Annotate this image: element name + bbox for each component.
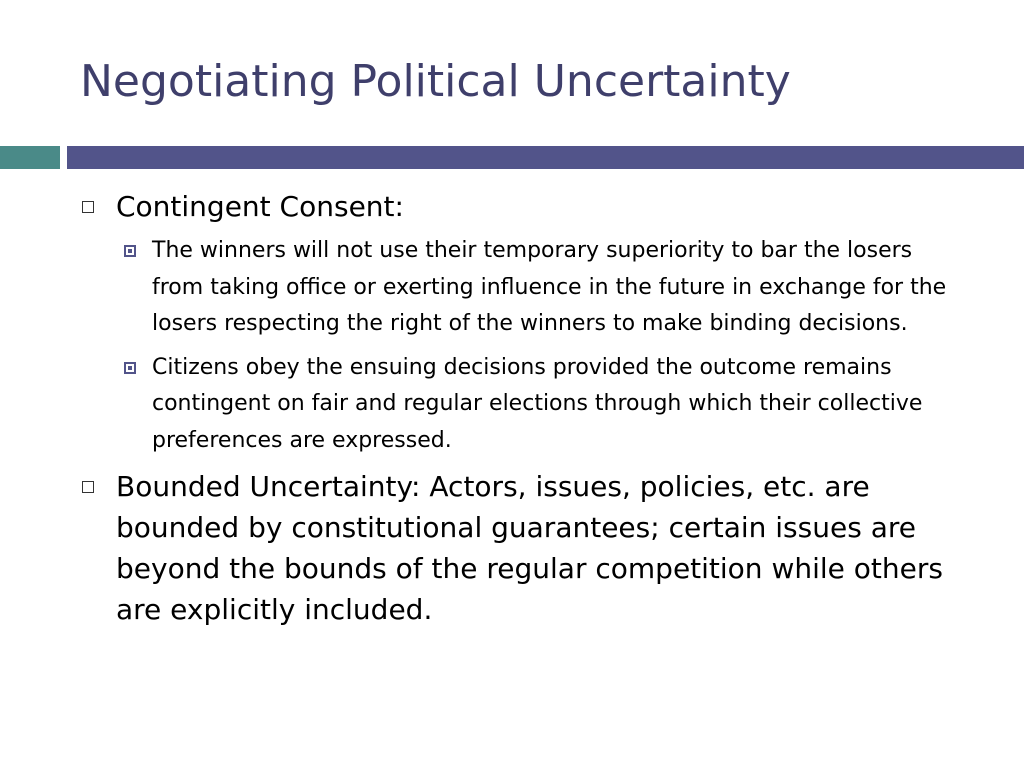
filled-square-bullet-icon xyxy=(124,245,136,257)
bullet-contingent-consent xyxy=(116,186,986,227)
hollow-square-bullet-icon xyxy=(82,481,94,493)
slide-body xyxy=(0,186,1024,630)
sub-bullet-citizens xyxy=(152,350,952,460)
bullet-bounded-uncertainty xyxy=(116,466,986,630)
bullet-text: Bounded Uncertainty: Actors, issues, policies, etc. are bounded by constitutional guarantees; certain issues are beyond the bounds of the regular competition while others are explicitly included. xyxy=(116,470,943,626)
sub-bullet-text: The winners will not use their temporary superiority to bar the losers from taking office or exerting influence in the future in exchange for the losers respecting the right of the winners to make binding decisions. xyxy=(152,238,947,336)
slide-title: Negotiating Political Uncertainty xyxy=(80,56,791,107)
hollow-square-bullet-icon xyxy=(82,201,94,213)
title-rule-bar xyxy=(67,146,1024,169)
sub-bullet-winners xyxy=(152,233,952,343)
bullet-text: Contingent Consent: xyxy=(116,190,404,223)
filled-square-bullet-icon xyxy=(124,362,136,374)
title-rule-accent xyxy=(0,146,60,169)
sub-bullet-text: Citizens obey the ensuing decisions provided the outcome remains contingent on fair and regular elections through which their collective preferences are expressed. xyxy=(152,354,923,453)
